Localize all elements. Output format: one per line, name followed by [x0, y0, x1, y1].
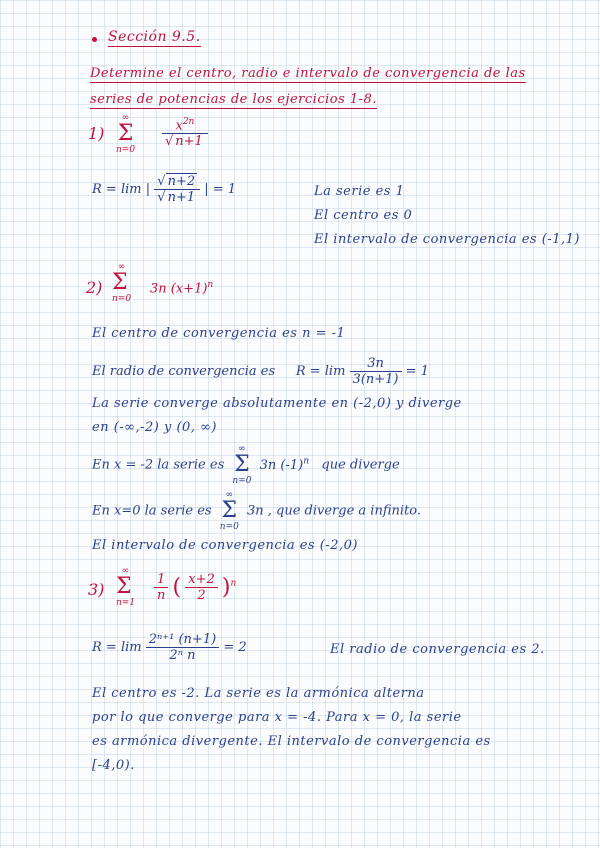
ex1-term: $\frac{x^{2n}}{√ n+1}$ — [162, 117, 208, 149]
ex2-sum: ∞ Σ n=0 — [112, 262, 132, 304]
ex3-line-2: por lo que converge para x = -4. Para x = 0, la serie — [92, 710, 462, 725]
ex3-radius-note: El radio de convergencia es 2. — [330, 642, 545, 657]
heading-bullet — [92, 37, 97, 42]
ex2-line-3: La serie converge absolutamente en (-2,0) y diverge — [92, 396, 462, 411]
ex3-line-3: es armónica divergente. El intervalo de convergencia es — [92, 734, 491, 749]
ex1-note-1: La serie es 1 — [314, 184, 405, 199]
exercise-1-label: 1) — [88, 124, 105, 143]
ex1-note-2: El centro es 0 — [314, 208, 413, 223]
ex3-line-4: [-4,0). — [92, 758, 135, 773]
ex2-line-7: El intervalo de convergencia es (-2,0) — [92, 538, 358, 553]
intro-line-2: series de potencias de los ejercicios 1-8. — [90, 92, 377, 107]
ex2-line-4: en (-∞,-2) y (0, ∞) — [92, 420, 217, 435]
ex1-note-3: El intervalo de convergencia es (-1,1) — [314, 232, 580, 247]
ex2-line-5: En x = -2 la serie es ∞ Σ n=0 3n $(-1)^n$ que diverge — [92, 444, 400, 486]
ex1-sum: ∞ Σ n=0 — [116, 113, 136, 155]
section-heading: Sección 9.5. — [108, 29, 201, 45]
ex2-line-6: En x=0 la serie es ∞ Σ n=0 3n , que diverge a infinito. — [92, 490, 421, 532]
ex3-line-1: El centro es -2. La serie es la armónica alterna — [92, 686, 425, 701]
ex3-term: $\frac{1}{n}$ ( $\frac{x+2}{2}$ )$^n$ — [154, 572, 236, 603]
ex3-sum: ∞ Σ n=1 — [116, 566, 136, 608]
ex2-line-1: El centro de convergencia es n = -1 — [92, 326, 346, 341]
ex2-term: 3n $(x+1)^n$ — [150, 280, 214, 297]
ex3-radius: R = lim $\frac{\text{2ⁿ⁺¹ (n+1)}}{\text{2ⁿ n}}$ = 2 — [92, 632, 247, 663]
exercise-3-label: 3) — [88, 580, 105, 599]
exercise-2-label: 2) — [86, 278, 103, 297]
ex2-line-2: El radio de convergencia es R = lim $\frac{3n}{3(n+1)}$ = 1 — [92, 356, 429, 387]
ex1-radius: R = lim | $\frac{√ n+2}{√ n+1}$ | = 1 — [92, 174, 237, 205]
intro-line-1: Determine el centro, radio e intervalo de convergencia de las — [90, 66, 526, 81]
